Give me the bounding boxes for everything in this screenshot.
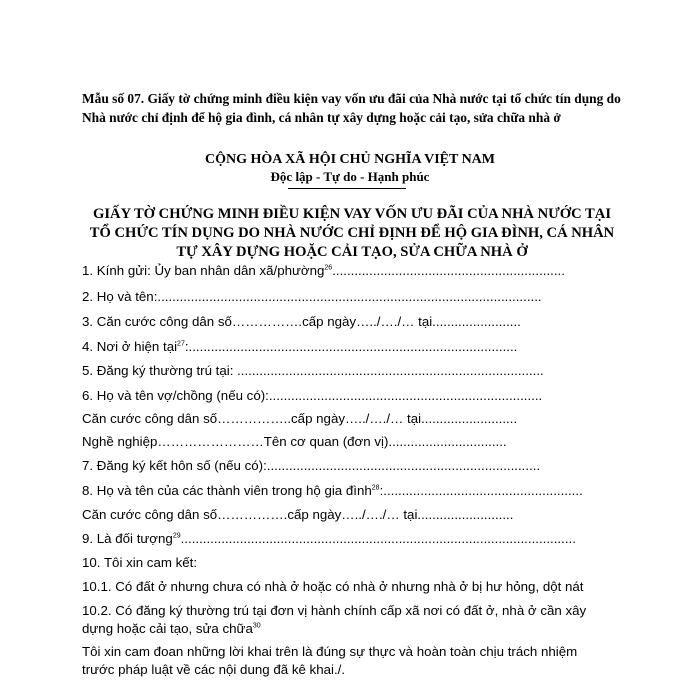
field-household-members [82, 482, 602, 500]
field-household-members-fill: :...................................................... [379, 483, 583, 498]
field-beneficiary-type-fill: ........................................................................................................... [180, 531, 576, 546]
national-title: CỘNG HÒA XÃ HỘI CHỦ NGHĨA VIỆT NAM [204, 152, 495, 167]
field-beneficiary-type-label: 9. Là đối tượng [82, 531, 173, 546]
field-member-id-card: Căn cước công dân số…………….cấp ngày…../…./… tại.......................... [82, 507, 514, 522]
footnote-ref-26: 26 [324, 264, 333, 272]
field-beneficiary-type [82, 530, 602, 548]
field-recipient-fill: ............................................................... [332, 263, 565, 278]
field-permanent-residence: 5. Đăng ký thường trú tại: ................................................................................... [82, 363, 544, 378]
footnote-ref-27: 27 [177, 340, 185, 348]
field-marriage-registration: 7. Đăng ký kết hôn số (nếu có):.......................................................................... [82, 458, 541, 473]
field-spouse-occupation: Nghề nghiệp……………………Tên cơ quan (đơn vị)................................ [82, 434, 507, 449]
field-recipient-label: 1. Kính gửi: Ủy ban nhân dân xã/phường [82, 263, 325, 278]
motto-underline [288, 188, 406, 189]
field-full-name: 2. Họ và tên:........................................................................................................ [82, 289, 542, 304]
field-spouse-id-card: Căn cước công dân số……………..cấp ngày…../…./… tại.......................... [82, 411, 518, 426]
field-current-residence-label: 4. Nơi ở hiện tại [82, 339, 178, 354]
commitment-10-1: 10.1. Có đất ở nhưng chưa có nhà ở hoặc có nhà ở nhưng nhà ở bị hư hỏng, dột nát [82, 579, 584, 594]
footnote-ref-30: 30 [252, 622, 261, 630]
field-current-residence [82, 338, 602, 356]
field-recipient [82, 262, 602, 280]
footnote-ref-29: 29 [172, 532, 181, 540]
document-title: GIẤY TỜ CHỨNG MINH ĐIỀU KIỆN VAY VỐN ƯU ĐÃI CỦA NHÀ NƯỚC TẠI TỔ CHỨC TÍN DỤNG DO NHÀ NƯỚC CHỈ ĐỊNH ĐỂ HỘ GIA ĐÌNH, CÁ NHÂN TỰ XÂY DỰNG HOẶC CẢI TẠO, SỬA CHỮA NHÀ Ở [89, 206, 615, 260]
declaration-statement: Tôi xin cam đoan những lời khai trên là đúng sự thực và hoàn toàn chịu trách nhiệm trước pháp luật về các nội dung đã kê khai./. [82, 644, 578, 677]
commitment-10-2 [82, 602, 602, 638]
field-current-residence-fill: :......................................................................................... [184, 339, 518, 354]
form-heading: Mẫu số 07. Giấy tờ chứng minh điều kiện vay vốn ưu đãi của Nhà nước tại tổ chức tín dụng do Nhà nước chỉ định để hộ gia đình, cá nhân tự xây dựng hoặc cải tạo, sửa chữa nhà ở [82, 91, 621, 125]
national-motto: Độc lập - Tự do - Hạnh phúc [270, 169, 430, 184]
field-spouse-name: 6. Họ và tên vợ/chồng (nếu có):.......................................................................... [82, 388, 543, 403]
field-id-card: 3. Căn cước công dân số…………….cấp ngày…../…./… tại........................ [82, 314, 521, 329]
footnote-ref-28: 28 [371, 484, 380, 492]
commitment-10-2-text: 10.2. Có đăng ký thường trú tại đơn vị hành chính cấp xã nơi có đất ở, nhà ở cần xây dựng hoặc cải tạo, sửa chữa [82, 603, 587, 636]
commitment-heading: 10. Tôi xin cam kết: [82, 555, 198, 570]
field-household-members-label: 8. Họ và tên của các thành viên trong hộ gia đình [82, 483, 372, 498]
